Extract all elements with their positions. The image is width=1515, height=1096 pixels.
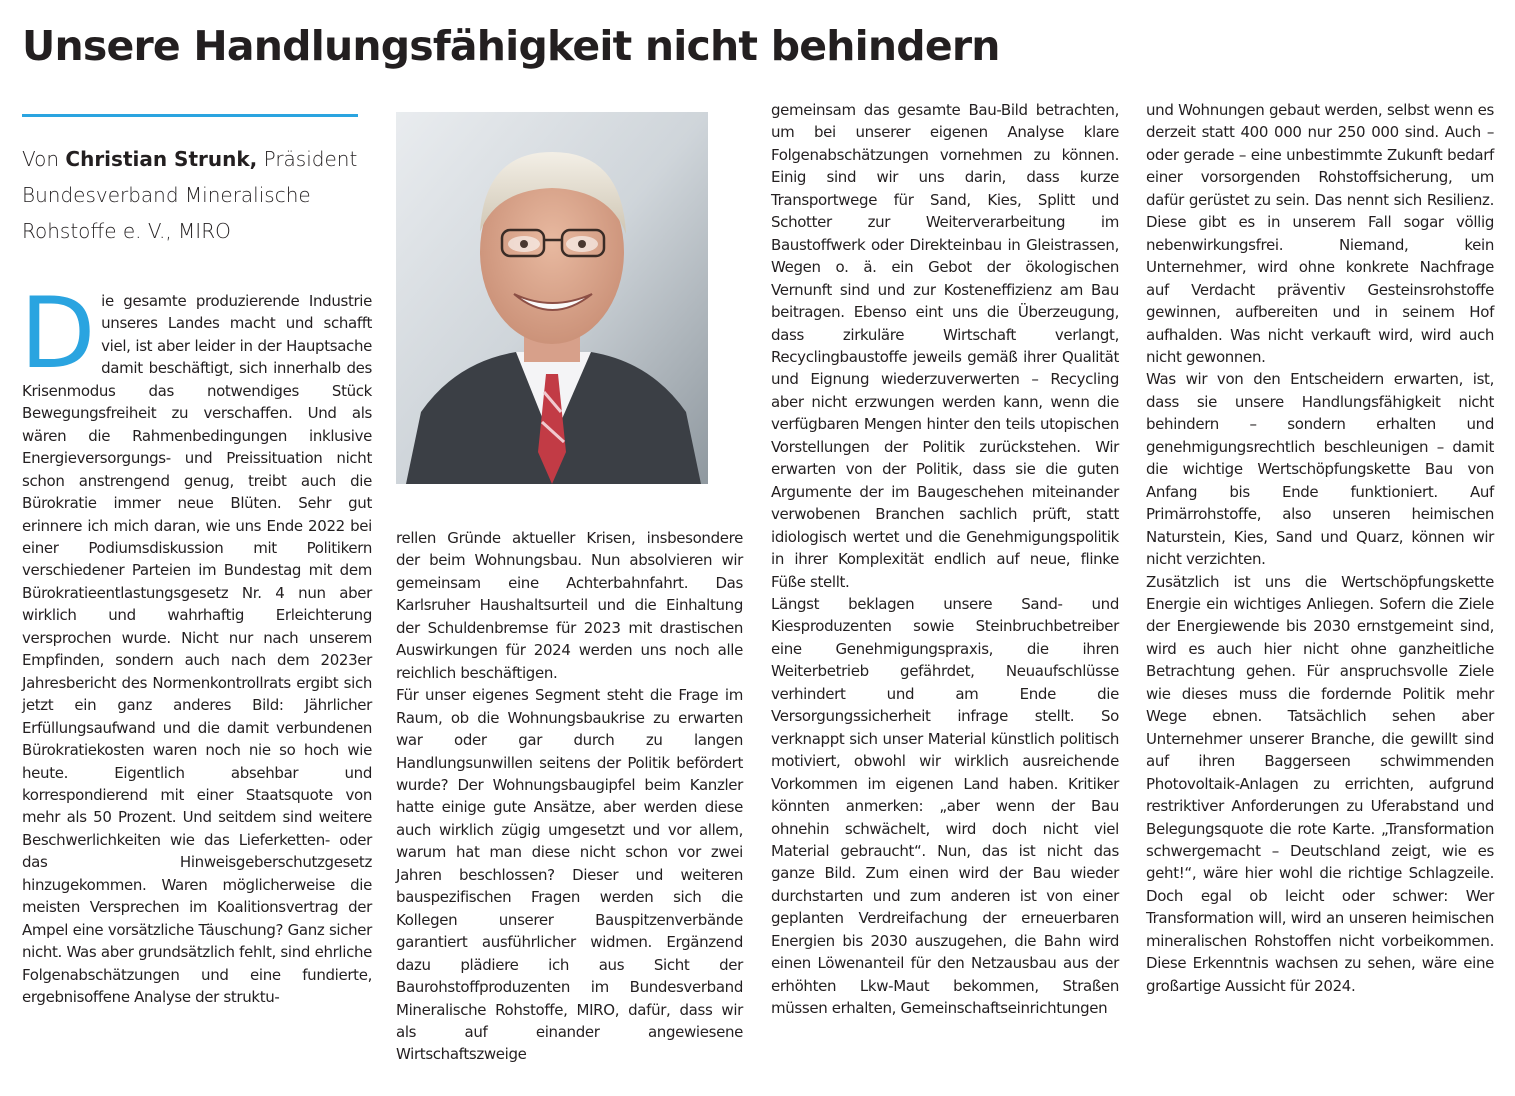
author-portrait-photo [396,112,708,484]
paragraph-text: ie gesamte produzierende Industrie unseres Landes macht und schafft viel, ist aber leider in der Hauptsache damit beschäftigt, sich innerhalb des Krisenmodus das notwendiges Stück Bewegungsfreiheit zu verschaffen. Und als wären die Rahmenbedingungen inklusive Energieversorgungs- und Preissituation nicht schon anstrengend genug, treibt auch die Bürokratie immer neue Blüten. Sehr gut erinnere ich mich daran, wie uns Ende 2022 bei einer Podiumsdiskussion mit Politikern verschiedener Parteien im Bundestag mit dem Bürokratieentlastungsgesetz Nr. 4 nun aber wirklich und wahrhaftig Erleichterung versprochen wurde. Nicht nur nach unserem Empfinden, sondern auch nach dem 2023er Jahresbericht des Normenkontrollrats ergibt sich jetzt ein ganz anderes Bild: Jährlicher Erfüllungsaufwand und die damit verbundenen Bürokratiekosten waren noch nie so hoch wie heute. Eigentlich absehbar und korrespondierend mit einer Staatsquote von mehr als 50 Prozent. Und seitdem sind weitere Beschwerlichkeiten wie das Lieferketten- oder das Hinweisgeberschutzgesetz hinzugekommen. Waren möglicherweise die meisten Versprechen im Koalitionsvertrag der Ampel eine vorsätzliche Täuschung? Ganz sicher nicht. Was aber grundsätzlich fehlt, sind ehrliche Folgenabschätzungen und eine fundierte, ergebnisoffene Analyse der struktu- [22,292,372,1007]
byline-role: Präsident Bundesverband Mineralische Rohstoffe e. V., MIRO [22,147,358,243]
byline-author: Christian Strunk, [65,147,258,171]
article-paragraph: und Wohnungen gebaut werden, selbst wenn es derzeit statt 400 000 nur 250 000 sind. Auch – oder gerade – eine unbestimmte Zukunft bedarf einer vorsorgenden Rohstoffsicherung, um dafür gerüstet zu sein. Das nennt sich Resilienz. Diese gibt es in unserem Fall sogar völlig nebenwirkungsfrei. Niemand, kein Unternehmer, wird ohne konkrete Nachfrage auf Verdacht präventiv Gesteinsrohstoffe gewinnen, aufbereiten und in seinem Hof aufhalden. Was nicht verkauft wird, wird auch nicht gewonnen. [1146,101,1494,366]
article-paragraph: rellen Gründe aktueller Krisen, insbesondere der beim Wohnungsbau. Nun absolvieren wir gemeinsam eine Achterbahnfahrt. Das Karlsruher Haushaltsurteil und die Einhaltung der Schuldenbremse für 2023 mit drastischen Auswirkungen für 2024 werden uns noch alle reichlich beschäftigen. [396,529,743,682]
article-title: Unsere Handlungsfähigkeit nicht behindern [22,22,1000,70]
article-column-2 [396,527,743,1066]
article-paragraph: Längst beklagen unsere Sand- und Kiesproduzenten sowie Steinbruchbetreiber eine Genehmigungspraxis, die ihren Weiterbetrieb gefährdet, Neuaufschlüsse verhindert und am Ende die Versorgungssicherheit infrage stellt. So verknappt sich unser Material künstlich politisch motiviert, obwohl wir wirklich ausreichende Vorkommen im eigenen Land haben. Kritiker könnten anmerken: „aber wenn der Bau ohnehin schwächelt, wird doch nicht viel Material gebraucht“. Nun, das ist nicht das ganze Bild. Zum einen wird der Bau wieder durchstarten und zum anderen ist von einer geplanten Verdreifachung der erneuerbaren Energien bis 2030 auszugehen, die Bahn wird einen Löwenanteil für den Netzausbau aus der erhöhten Lkw-Maut bekommen, Straßen müssen erhalten, Gemeinschaftseinrichtungen [771,594,1119,1018]
byline-prefix: Von [22,147,66,171]
article-paragraph [20,277,372,1009]
article-paragraph: Was wir von den Entscheidern erwarten, ist, dass sie unsere Handlungsfähigkeit nicht behindern – sondern erhalten und genehmigungsrechtlich beschleunigen – damit die wichtige Wertschöpfungskette Bau von Anfang bis Ende funktioniert. Auf Primärrohstoffe, also unseren heimischen Naturstein, Kies, Sand und Quarz, können wir nicht verzichten. [1146,370,1494,569]
byline [22,141,382,249]
article-paragraph: Zusätzlich ist uns die Wertschöpfungskette Energie ein wichtiges Anliegen. Sofern die Ziele der Energiewende bis 2030 ernstgemeint sind, wird es auch hier nicht ohne ganzheitliche Betrachtung gehen. Für anspruchsvolle Ziele wie dieses muss die fordernde Politik mehr Wege ebnen. Tatsächlich sehen aber Unternehmer unserer Branche, die gewillt sind auf ihren Baggerseen schwimmenden Photovoltaik-Anlagen zu errichten, aufgrund restriktiver Anforderungen zu Uferabstand und Belegungsquote die rote Karte. „Transformation schwergemacht – Deutschland zeigt, wie es geht!“, wäre hier wohl die richtige Schlagzeile. Doch egal ob leicht oder schwer: Wer Transformation will, wird an unseren heimischen mineralischen Rohstoffen nicht vorbeikommen. Diese Erkenntnis wachsen zu sehen, wäre eine großartige Aussicht für 2024. [1146,572,1494,995]
drop-cap: D [20,277,96,391]
article-paragraph: Für unser eigenes Segment steht die Frage im Raum, ob die Wohnungsbaukrise zu erwarten war oder gar durch zu langen Handlungsunwillen seitens der Politik befördert wurde? Der Wohnungsbaugipfel beim Kanzler hatte einige gute Ansätze, aber werden diese auch wirklich zügig umgesetzt und vor allem, warum hat man diese nicht schon vor zwei Jahren beschlossen? Dieser und weiteren bauspezifischen Fragen werden sich die Kollegen unserer Bauspitzenverbände garantiert ausführlicher widmen. Ergänzend dazu plädiere ich aus Sicht der Baurohstoffproduzenten im Bundesverband Mineralische Rohstoffe, MIRO, dafür, dass wir als auf einander angewiesene Wirtschaftszweige [396,686,743,1064]
article-column-1 [20,277,372,1009]
article-column-3 [771,99,1119,1020]
article-paragraph: gemeinsam das gesamte Bau-Bild betrachten, um bei unserer eigenen Analyse klare Folgenabschätzungen vornehmen zu können. Einig sind wir uns darin, dass kurze Transportwege für Sand, Kies, Splitt und Schotter zur Weiterverarbeitung im Baustoffwerk oder Direkteinbau in Gleistrassen, Wegen o. ä. ein Gebot der ökologischen Vernunft sind und zur Kosteneffizienz am Bau beitragen. Ebenso eint uns die Überzeugung, dass zirkuläre Wirtschaft verlangt, Recyclingbaustoffe jeweils gemäß ihrer Qualität und Eignung wiederzuverwerten – Recycling aber nicht erzwungen werden kann, wenn die verfügbaren Mengen hinter den teils utopischen Vorstellungen der Politik zurückstehen. Wir erwarten von der Politik, dass sie die guten Argumente der im Baugeschehen miteinander verwobenen Branchen sachlich prüft, statt idiologisch wertet und die Genehmigungspolitik in ihrer Komplexität endlich auf neue, flinke Füße stellt. [771,101,1119,591]
article-column-4 [1146,99,1494,997]
accent-rule [22,114,358,117]
